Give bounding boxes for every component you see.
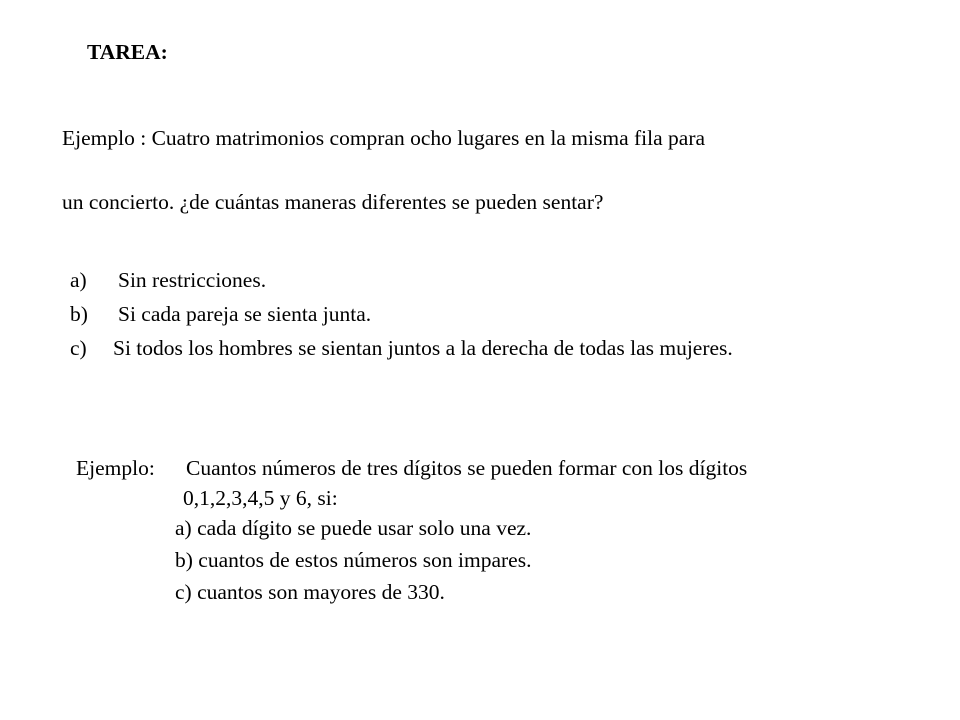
list-item xyxy=(70,300,371,328)
item-text: Sin restricciones. xyxy=(118,268,267,292)
item-marker: a) xyxy=(70,268,87,292)
example-1-line-2: un concierto. ¿de cuántas maneras diferentes se pueden sentar? xyxy=(62,190,604,214)
list-item: a) cada dígito se puede usar solo una vez. xyxy=(175,516,532,540)
example-2-line-1 xyxy=(76,454,747,482)
example-2-label: Ejemplo: xyxy=(76,456,155,480)
item-text: Si todos los hombres se sientan juntos a la derecha de todas las mujeres. xyxy=(113,336,733,360)
list-item: c) cuantos son mayores de 330. xyxy=(175,580,445,604)
example-1-line-1: Ejemplo : Cuatro matrimonios compran ocho lugares en la misma fila para xyxy=(62,126,706,150)
list-item: b) cuantos de estos números son impares. xyxy=(175,548,532,572)
item-marker: c) xyxy=(70,336,87,360)
example-2-line-2: 0,1,2,3,4,5 y 6, si: xyxy=(183,486,338,510)
list-item xyxy=(70,266,266,294)
example-2-text: Cuantos números de tres dígitos se pueden formar con los dígitos xyxy=(186,456,748,480)
list-item xyxy=(70,334,733,362)
item-text: Si cada pareja se sienta junta. xyxy=(118,302,372,326)
item-marker: b) xyxy=(70,302,88,326)
page-title: TAREA: xyxy=(87,40,168,64)
